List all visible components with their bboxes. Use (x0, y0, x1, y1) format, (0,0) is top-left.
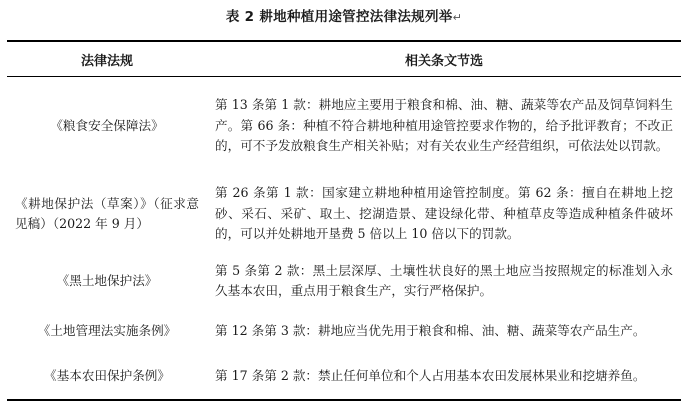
law-table (7, 40, 681, 401)
law-name: 《基本农田保护条例》 (7, 353, 207, 400)
law-name: 《粮食安全保障法》 (50, 117, 164, 133)
law-name: 《土地管理法实施条例》 (37, 322, 177, 338)
law-excerpt: 第 26 条第 1 款：国家建立耕地种植用途管控制度。第 62 条：擅自在耕地上挖砂、采石、采矿、取土、挖湖造景、建设绿化带、种植草皮等造成种植条件破坏的，可以并处耕地开垦费 5 倍以上 10 倍以下的罚款。 (215, 185, 673, 242)
law-name: 《耕地保护法（草案）》（征求意见稿）（2022 年 9 月） (15, 195, 199, 231)
law-excerpt: 第 5 条第 2 款：黑土层深厚、土壤性状良好的黑土地应当按照规定的标准划入永久基本农田，重点用于粮食生产，实行严格保护。 (215, 262, 673, 298)
table-row (7, 175, 681, 253)
table-caption (0, 8, 688, 27)
table-row (7, 77, 681, 176)
law-excerpt: 第 17 条第 2 款：禁止任何单位和个人占用基本农田发展林果业和挖塘养鱼。 (207, 353, 681, 400)
table-row (7, 353, 681, 400)
caption-title: 表 2 耕地种植用途管控法律法规列举 (225, 9, 453, 25)
law-name: 《黑土地保护法》 (56, 272, 158, 288)
table-row (7, 309, 681, 353)
law-excerpt: 第 13 条第 1 款：耕地应主要用于粮食和棉、油、糖、蔬菜等农产品及饲草饲料生产。第 66 条：种植不符合耕地种植用途管控要求作物的，给予批评教育；不改正的，可不予发放粮食生产相关补贴；对有关农业生产经营组织，可依法处以罚款。 (215, 97, 673, 154)
law-excerpt: 第 12 条第 3 款：耕地应当优先用于粮食和棉、油、糖、蔬菜等农产品生产。 (215, 322, 646, 338)
table-row (7, 253, 681, 309)
header-excerpt: 相关条文节选 (207, 41, 681, 77)
table-header-row (7, 41, 681, 77)
paragraph-mark-icon: ↵ (452, 11, 463, 24)
header-law: 法律法规 (7, 41, 207, 77)
